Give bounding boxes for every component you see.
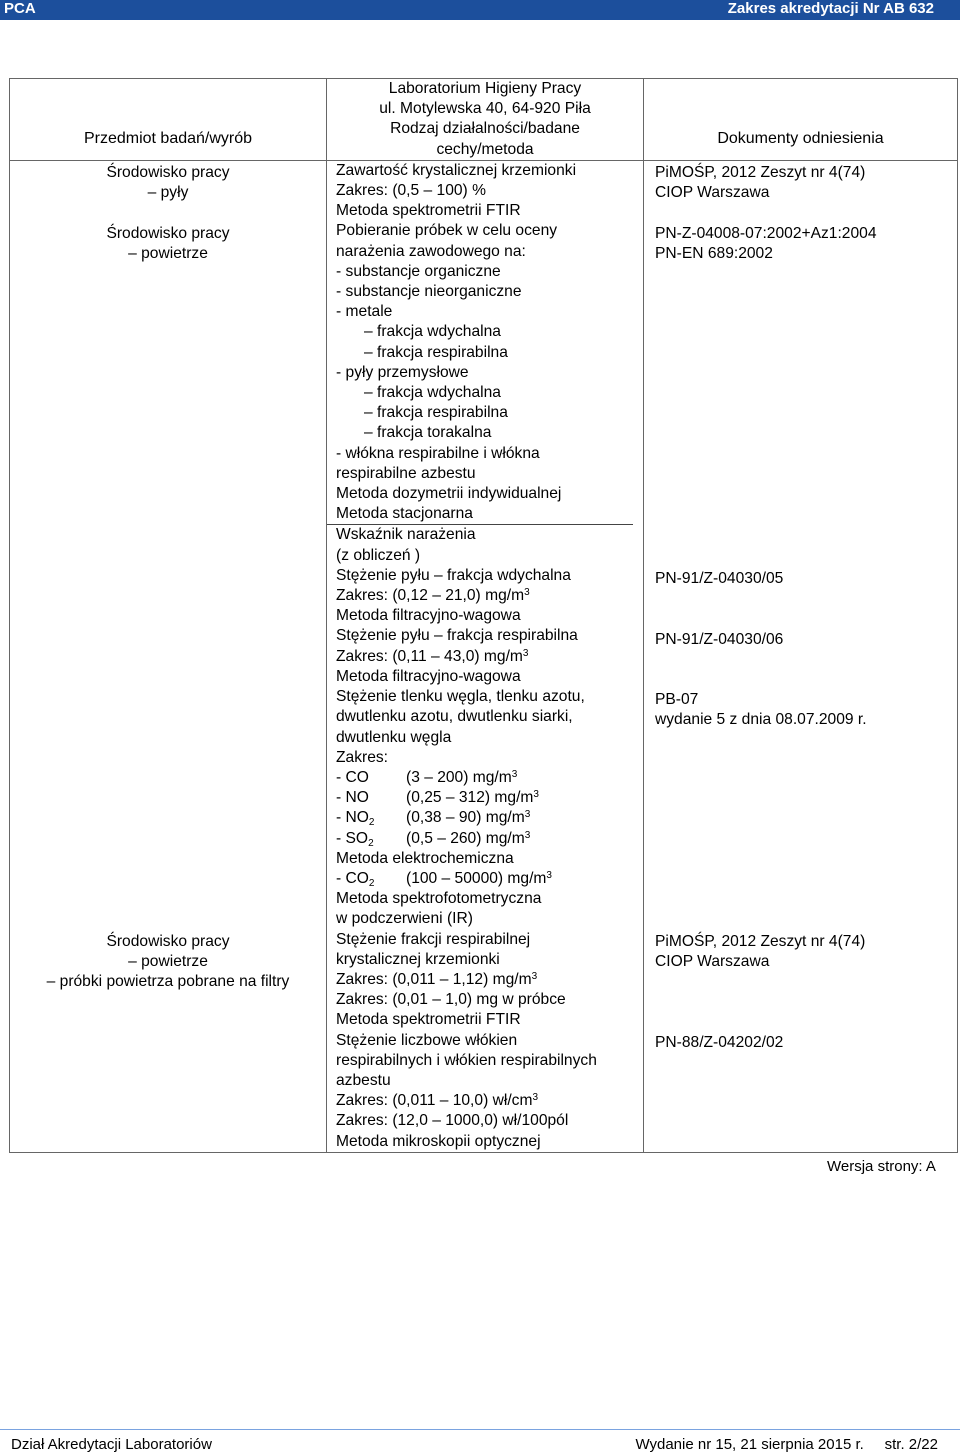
methods-column [327,160,644,1152]
header-activity-line1: Rodzaj działalności/badane [390,120,580,138]
subject-dust: Środowisko pracy – pyły [106,163,230,202]
header-subject: Przedmiot badań/wyrób [10,79,327,161]
page-version: Wersja strony: A [827,1158,936,1175]
table-body-row [10,160,958,1152]
header-documents: Dokumenty odniesienia [644,79,958,161]
method-exposure-index: Wskaźnik narażenia (z obliczeń ) [336,526,476,564]
lab-address: ul. Motylewska 40, 64-920 Piła [379,100,591,118]
header-title: Zakres akredytacji Nr AB 632 [727,0,934,17]
header-activity [327,79,644,161]
page-header-bar [0,0,960,20]
method-inhalable-dust: Stężenie pyłu – frakcja wdychalna Zakres: (0,12 – 21,0) $mg/m^3$ Metoda filtracyjno-wagowa [336,566,571,625]
header-activity-line2: cechy/metoda [436,140,534,158]
doc-pn-88: PN-88/Z-04202/02 [655,1033,784,1051]
doc-pimosp-2: PiMOŚP, 2012 Zeszyt nr 4(74) CIOP Warszawa [655,932,866,971]
doc-pn-91-05: PN-91/Z-04030/05 [655,569,784,587]
accreditation-scope-table [9,78,958,1153]
documents-column [644,160,958,1152]
method-sampling: Pobieranie próbek w celu oceny narażenia zawodowego na: - substancje organiczne - substancje nieorganiczne - metale – frakcja wdychalna – frakcja respirabilna - pyły przemysłowe – frakcja wdychalna – frakcja respirabilna – frakcja torakalna - włókna respirabilne i włókna respirabilne azbestu Metoda dozymetrii indywidualnej Metoda stacjonarna [336,222,562,523]
doc-pb-07: PB-07 wydanie 5 z dnia 08.07.2009 r. [655,690,867,729]
table-header-row [10,79,958,161]
doc-pn-91-06: PN-91/Z-04030/06 [655,630,784,648]
lab-name: Laboratorium Higieny Pracy [388,80,582,97]
method-gases: Stężenie tlenku węgla, tlenku azotu, dwutlenku azotu, dwutlenku siarki, dwutlenku węgla Zakres: - CO (3 – 200) $mg/m^3$ - NO (0,25 – 312) $mg/m^3$ - $NO_2$ (0,38 – 90) $mg/m^3$ - $SO_2$ (0,5 – 260) $mg/m^3$ Metoda elektrochemiczna - $CO_2$ (100 – 50000) $mg/m^3$ Metoda spektrofotometryczna w podczerwieni (IR) [336,688,585,928]
doc-pn-z-04008: PN-Z-04008-07:2002+Az1:2004 PN-EN 689:2002 [655,224,877,263]
footer-edition: Wydanie nr 15, 21 sierpnia 2015 r. str. 2/22 [635,1436,938,1453]
doc-pimosp-1: PiMOŚP, 2012 Zeszyt nr 4(74) CIOP Warszawa [655,163,866,202]
page-footer [0,1429,960,1454]
subject-air: Środowisko pracy – powietrze [106,224,230,263]
method-respirable-dust: Stężenie pyłu – frakcja respirabilna Zakres: (0,11 – 43,0) $mg/m^3$ Metoda filtracyjno-wagowa [336,627,578,685]
footer-department: Dział Akredytacji Laboratoriów [11,1436,212,1453]
method-asbestos-fibres: Stężenie liczbowe włókien respirabilnych i włókien respirabilnych azbestu Zakres: (0,011 – 10,0) $wł/cm^3$ Zakres: (12,0 – 1000,0) wł/100pól Metoda mikroskopii optycznej [336,1031,597,1150]
header-org: PCA [4,0,36,17]
method-silica: Zawartość krystalicznej krzemionki Zakres: (0,5 – 100) % Metoda spektrometrii FTIR [336,161,577,220]
subject-column [10,160,327,1152]
subject-air-filters: Środowisko pracy – powietrze – próbki powietrza pobrane na filtry [46,932,290,991]
method-respirable-silica: Stężenie frakcji respirabilnej krystalicznej krzemionki Zakres: (0,011 – 1,12) $mg/m^3$ Zakres: (0,01 – 1,0) mg w próbce Metoda spektrometrii FTIR [336,930,566,1029]
